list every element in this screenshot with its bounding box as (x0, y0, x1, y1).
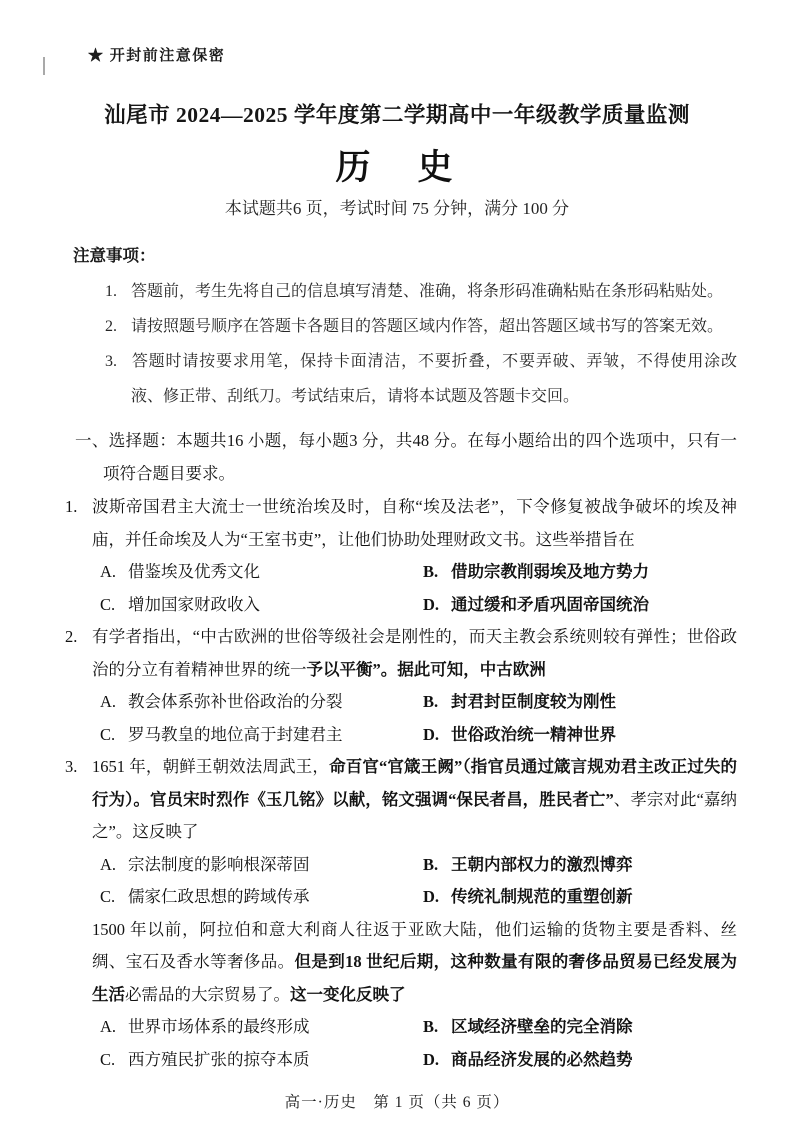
notice-item (105, 344, 737, 414)
option-c (100, 881, 423, 914)
option-label: C. (100, 887, 116, 906)
questions-area (57, 491, 737, 1076)
option-text: 西方殖民扩张的掠夺本质 (128, 1049, 310, 1069)
option-label: A. (100, 692, 117, 711)
stem-segment: 有学者指出，“中古欧洲的世俗等级社会是刚性的，而天主教会系统则较有弹性；世俗政治的分立有着精神世界的统一 (92, 627, 737, 679)
section-label: 一、选择题： (75, 431, 177, 450)
option-label: C. (100, 594, 116, 614)
option-c (100, 589, 423, 622)
exam-title: 汕尾市 2024—2025 学年度第二学期高中一年级教学质量监测 (104, 103, 690, 127)
notice-heading: 注意事项： (73, 246, 156, 265)
question-number: 2. (65, 627, 78, 646)
option-label: D. (423, 724, 440, 744)
question-number: 1. (65, 497, 78, 516)
options-grid (100, 1011, 737, 1076)
question-stem (92, 621, 737, 686)
option-text: 封君封臣制度较为刚性 (451, 692, 616, 711)
stem-segment: 但是到18 世纪后期，这种数量有限的奢侈品贸易已经发展为生活 (92, 952, 737, 1004)
stem-segment: 、孝宗对此“嘉纳之”。这反映了 (92, 789, 737, 841)
option-d (423, 589, 737, 622)
option-label: D. (423, 1049, 440, 1069)
notice-item-number: 1. (105, 283, 117, 300)
option-label: D. (423, 594, 440, 614)
option-text: 罗马教皇的地位高于封建君主 (128, 724, 343, 744)
section-heading (75, 424, 737, 490)
page-footer: 高一·历史 第 1 页（共 6 页） (284, 1094, 510, 1111)
option-label: B. (423, 1017, 439, 1036)
option-text: 商品经济发展的必然趋势 (451, 1049, 633, 1069)
option-text: 借助宗教削弱埃及地方势力 (451, 562, 649, 581)
stem-segment: 必需品的大宗贸易了。 (125, 984, 290, 1004)
option-d (423, 881, 737, 914)
stem-segment: 命百官“官箴王阙”（指官员通过箴言规劝君主改正过失的行为）。官员宋时烈作《玉几铭》以献，铭文强调“保民者昌，胜民者亡” (92, 757, 738, 809)
question-number: 3. (65, 757, 78, 776)
option-d (423, 1044, 737, 1077)
notice-item-text: 请按照题号顺序在答题卡各题目的答题区域内作答，超出答题区域书写的答案无效。 (131, 318, 724, 335)
option-text: 增加国家财政收入 (128, 594, 260, 614)
option-text: 借鉴埃及优秀文化 (128, 562, 260, 581)
stem-segment: 波斯帝国君主大流士一世统治埃及时，自称“埃及法老”，下令修复被战争破坏的埃及神庙，并任命埃及人为“王室书吏”，让他们协助处理财政文书。这些举措旨在 (92, 497, 737, 549)
options-grid (100, 849, 737, 914)
option-b (423, 849, 737, 882)
option-text: 区域经济壁垒的完全消除 (451, 1017, 633, 1036)
subject-title: 历 史 (335, 148, 459, 187)
option-label: B. (423, 562, 439, 581)
option-a (100, 686, 423, 719)
question-3 (65, 751, 737, 914)
option-text: 通过缓和矛盾巩固帝国统治 (451, 594, 649, 614)
option-label: A. (100, 854, 117, 874)
option-text: 世界市场体系的最终形成 (128, 1017, 310, 1036)
option-c (100, 719, 423, 752)
section-text: 本题共16 小题，每小题3 分，共48 分。在每小题给出的四个选项中，只有一项符合题目要求。 (103, 431, 738, 483)
option-b (423, 686, 737, 719)
notice-item-text: 答题前，考生先将自己的信息填写清楚、准确，将条形码准确粘贴在条形码粘贴处。 (131, 283, 724, 300)
option-label: A. (100, 1017, 117, 1036)
security-note: ★ 开封前注意保密 (88, 48, 226, 64)
option-text: 教会体系弥补世俗政治的分裂 (128, 692, 343, 711)
option-label: A. (100, 562, 117, 581)
notice-item-number: 3. (105, 353, 117, 370)
options-grid (100, 686, 737, 751)
option-text: 宗法制度的影响根深蒂固 (128, 854, 310, 874)
notice-item-text: 答题时请按要求用笔，保持卡面清洁，不要折叠，不要弄破、弄皱，不得使用涂改液、修正带、刮纸刀。考试结束后，请将本试题及答题卡交回。 (131, 353, 737, 405)
option-a (100, 556, 423, 589)
notice-item (105, 274, 737, 309)
option-a (100, 849, 423, 882)
question-2 (65, 621, 737, 751)
notice-section (57, 243, 737, 414)
option-text: 儒家仁政思想的跨域传承 (128, 887, 310, 906)
question-stem (92, 751, 737, 849)
option-a (100, 1011, 423, 1044)
stem-segment: 1651 年，朝鲜王朝效法周武王， (92, 757, 330, 776)
scan-artifact (43, 57, 45, 75)
option-b (423, 1011, 737, 1044)
option-label: B. (423, 854, 439, 874)
option-d (423, 719, 737, 752)
option-label: C. (100, 724, 116, 744)
option-label: B. (423, 692, 439, 711)
question-stem (92, 914, 737, 1012)
stem-segment: 这一变化反映了 (290, 984, 406, 1004)
question-4 (65, 914, 737, 1077)
options-grid (100, 556, 737, 621)
notice-item (105, 309, 737, 344)
option-c (100, 1044, 423, 1077)
question-stem (92, 491, 737, 556)
option-text: 传统礼制规范的重塑创新 (451, 887, 633, 906)
notice-items (105, 274, 737, 414)
option-label: C. (100, 1049, 116, 1069)
option-text: 王朝内部权力的激烈博弈 (451, 854, 633, 874)
notice-item-number: 2. (105, 318, 117, 335)
stem-segment: 1500 年以前，阿拉伯和意大利商人往返于亚欧大陆，他们运输的货物主要是香料、丝绸、宝石及香水等奢侈品。 (92, 919, 737, 971)
exam-info: 本试题共6 页，考试时间 75 分钟，满分 100 分 (224, 199, 570, 218)
question-1 (65, 491, 737, 621)
option-b (423, 556, 737, 589)
option-label: D. (423, 887, 440, 906)
option-text: 世俗政治统一精神世界 (451, 724, 616, 744)
stem-segment: 予以平衡”。据此可知，中古欧洲 (306, 659, 546, 679)
